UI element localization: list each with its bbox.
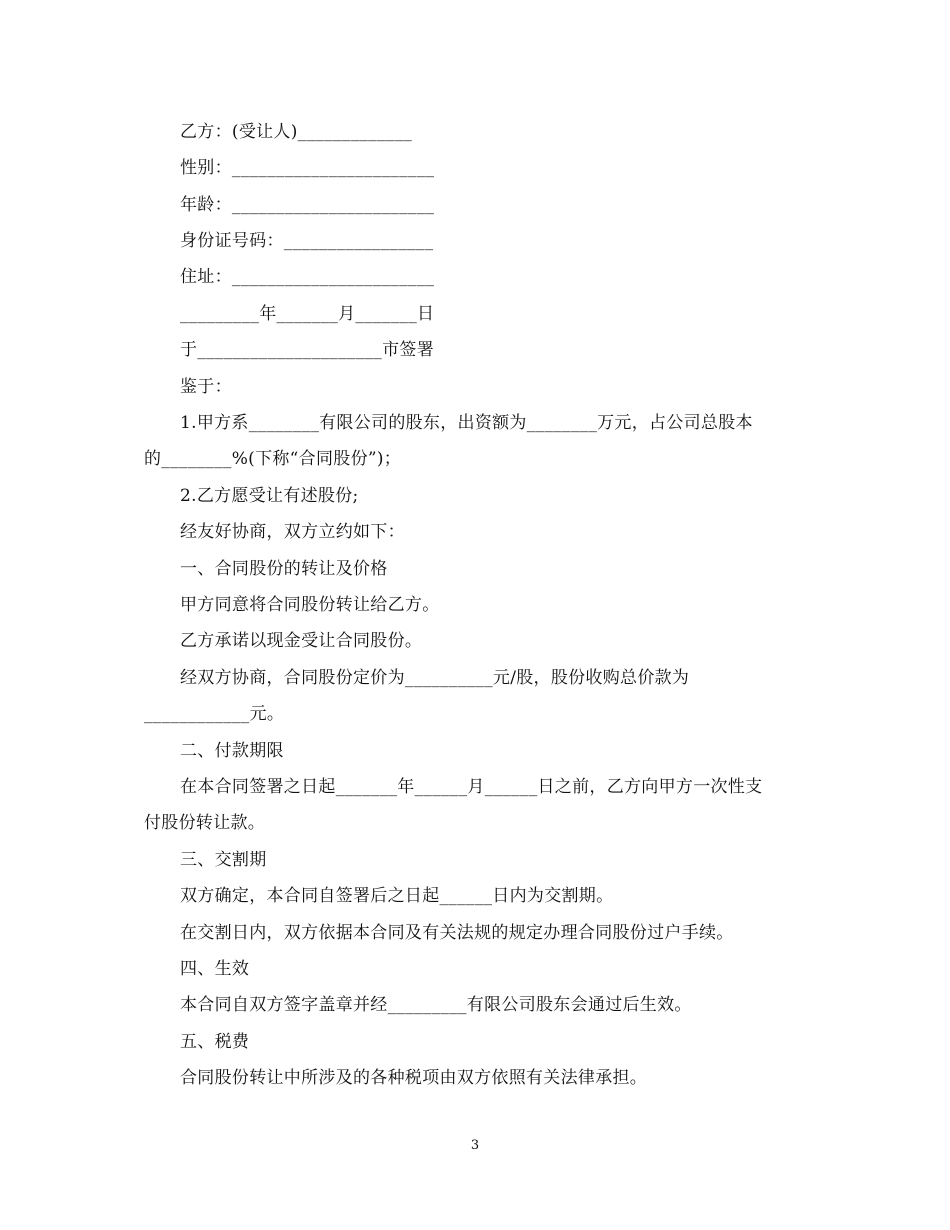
section-1-para-1: 甲方同意将合同股份转让给乙方。 — [180, 595, 440, 615]
signing-place-line: 于_____________________市签署 — [180, 340, 434, 360]
section-3-para-2: 在交割日内，双方依据本合同及有关法规的规定办理合同股份过户手续。 — [180, 923, 734, 943]
section-1-para-3-line-1: 经双方协商，合同股份定价为__________元/股，股份收购总价款为 — [180, 668, 690, 688]
section-4-heading: 四、生效 — [180, 959, 250, 979]
age-line: 年龄：_______________________ — [180, 195, 435, 215]
id-number-line: 身份证号码：_________________ — [180, 231, 434, 251]
agreement-intro: 经友好协商，双方立约如下： — [180, 522, 405, 542]
party-b-line: 乙方：(受让人)_____________ — [180, 122, 413, 142]
address-line: 住址：_______________________ — [180, 267, 435, 287]
clause-1-line-2: 的________%(下称“合同股份”)； — [144, 449, 402, 469]
section-3-para-1: 双方确定，本合同自签署后之日起______日内为交割期。 — [180, 886, 614, 906]
section-5-heading: 五、税费 — [180, 1032, 250, 1052]
date-line: _________年_______月_______日 — [180, 304, 435, 324]
section-2-para-line-1: 在本合同签署之日起_______年______月______日之前，乙方向甲方一次性支 — [180, 777, 763, 797]
clause-1-line-1: 1.甲方系________有限公司的股东，出资额为________万元，占公司总股本 — [180, 413, 753, 433]
section-2-para-line-2: 付股份转让款。 — [144, 813, 266, 833]
section-1-para-3-line-2: ____________元。 — [144, 704, 285, 724]
page-number: 3 — [470, 1138, 480, 1153]
section-1-para-2: 乙方承诺以现金受让合同股份。 — [180, 631, 423, 651]
section-4-para: 本合同自双方签字盖章并经_________有限公司股东会通过后生效。 — [180, 995, 692, 1015]
clause-2: 2.乙方愿受让有述股份; — [180, 486, 359, 506]
section-5-para: 合同股份转让中所涉及的各种税项由双方依照有关法律承担。 — [180, 1068, 648, 1088]
section-3-heading: 三、交割期 — [180, 850, 267, 870]
gender-line: 性别：_______________________ — [180, 158, 435, 178]
section-2-heading: 二、付款期限 — [180, 741, 284, 761]
whereas-heading: 鉴于： — [180, 377, 232, 397]
section-1-heading: 一、合同股份的转让及价格 — [180, 559, 388, 579]
